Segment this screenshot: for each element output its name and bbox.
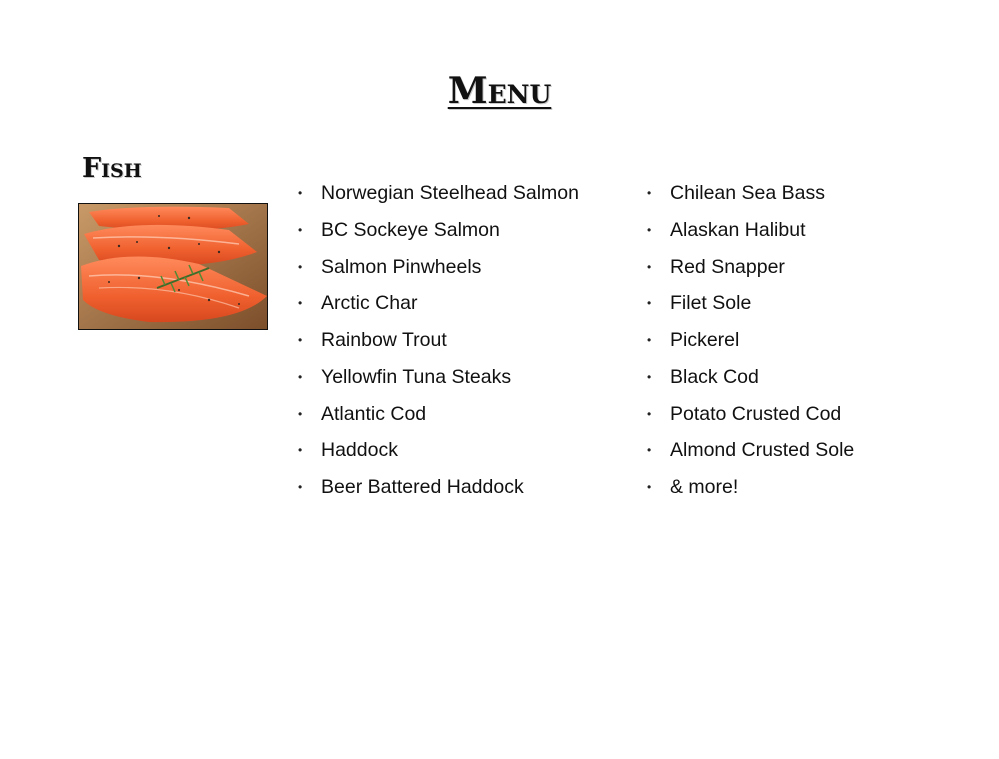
list-item: • Yellowfin Tuna Steaks <box>298 359 579 396</box>
list-item: • Pickerel <box>647 322 854 359</box>
bullet-icon: • <box>647 406 652 421</box>
bullet-icon: • <box>647 222 652 237</box>
list-item: • & more! <box>647 469 854 506</box>
bullet-icon: • <box>298 186 303 200</box>
list-item: • Atlantic Cod <box>298 396 579 433</box>
bullet-icon: • <box>647 480 652 494</box>
bullet-icon: • <box>647 259 652 274</box>
section-title-fish: Fish <box>82 153 142 184</box>
list-item: • Rainbow Trout <box>298 322 579 359</box>
fish-list-left <box>298 175 579 506</box>
list-item: • Arctic Char <box>298 285 579 322</box>
list-item: • Alaskan Halibut <box>647 212 854 249</box>
bullet-icon: • <box>647 186 652 200</box>
list-item: • Salmon Pinwheels <box>298 249 579 286</box>
list-item: • Beer Battered Haddock <box>298 469 579 506</box>
list-item: • Chilean Sea Bass <box>647 175 854 212</box>
bullet-icon: • <box>298 259 303 274</box>
bullet-icon: • <box>647 333 652 347</box>
bullet-icon: • <box>298 443 303 458</box>
list-item: • BC Sockeye Salmon <box>298 212 579 249</box>
page-title: Menu <box>447 70 552 112</box>
salmon-fillet-photo <box>78 203 268 330</box>
fish-list-right <box>647 175 854 506</box>
bullet-icon: • <box>647 443 652 458</box>
bullet-icon: • <box>298 333 303 347</box>
list-item: • Potato Crusted Cod <box>647 396 854 433</box>
bullet-icon: • <box>647 296 652 311</box>
list-item: • Haddock <box>298 432 579 469</box>
list-item: • Red Snapper <box>647 249 854 286</box>
list-item: • Black Cod <box>647 359 854 396</box>
list-item: • Almond Crusted Sole <box>647 432 854 469</box>
bullet-icon: • <box>298 296 303 311</box>
bullet-icon: • <box>298 222 303 237</box>
bullet-icon: • <box>298 369 303 384</box>
list-item: • Filet Sole <box>647 285 854 322</box>
bullet-icon: • <box>298 406 303 421</box>
bullet-icon: • <box>647 369 652 384</box>
bullet-icon: • <box>298 480 303 494</box>
list-item: • Norwegian Steelhead Salmon <box>298 175 579 212</box>
